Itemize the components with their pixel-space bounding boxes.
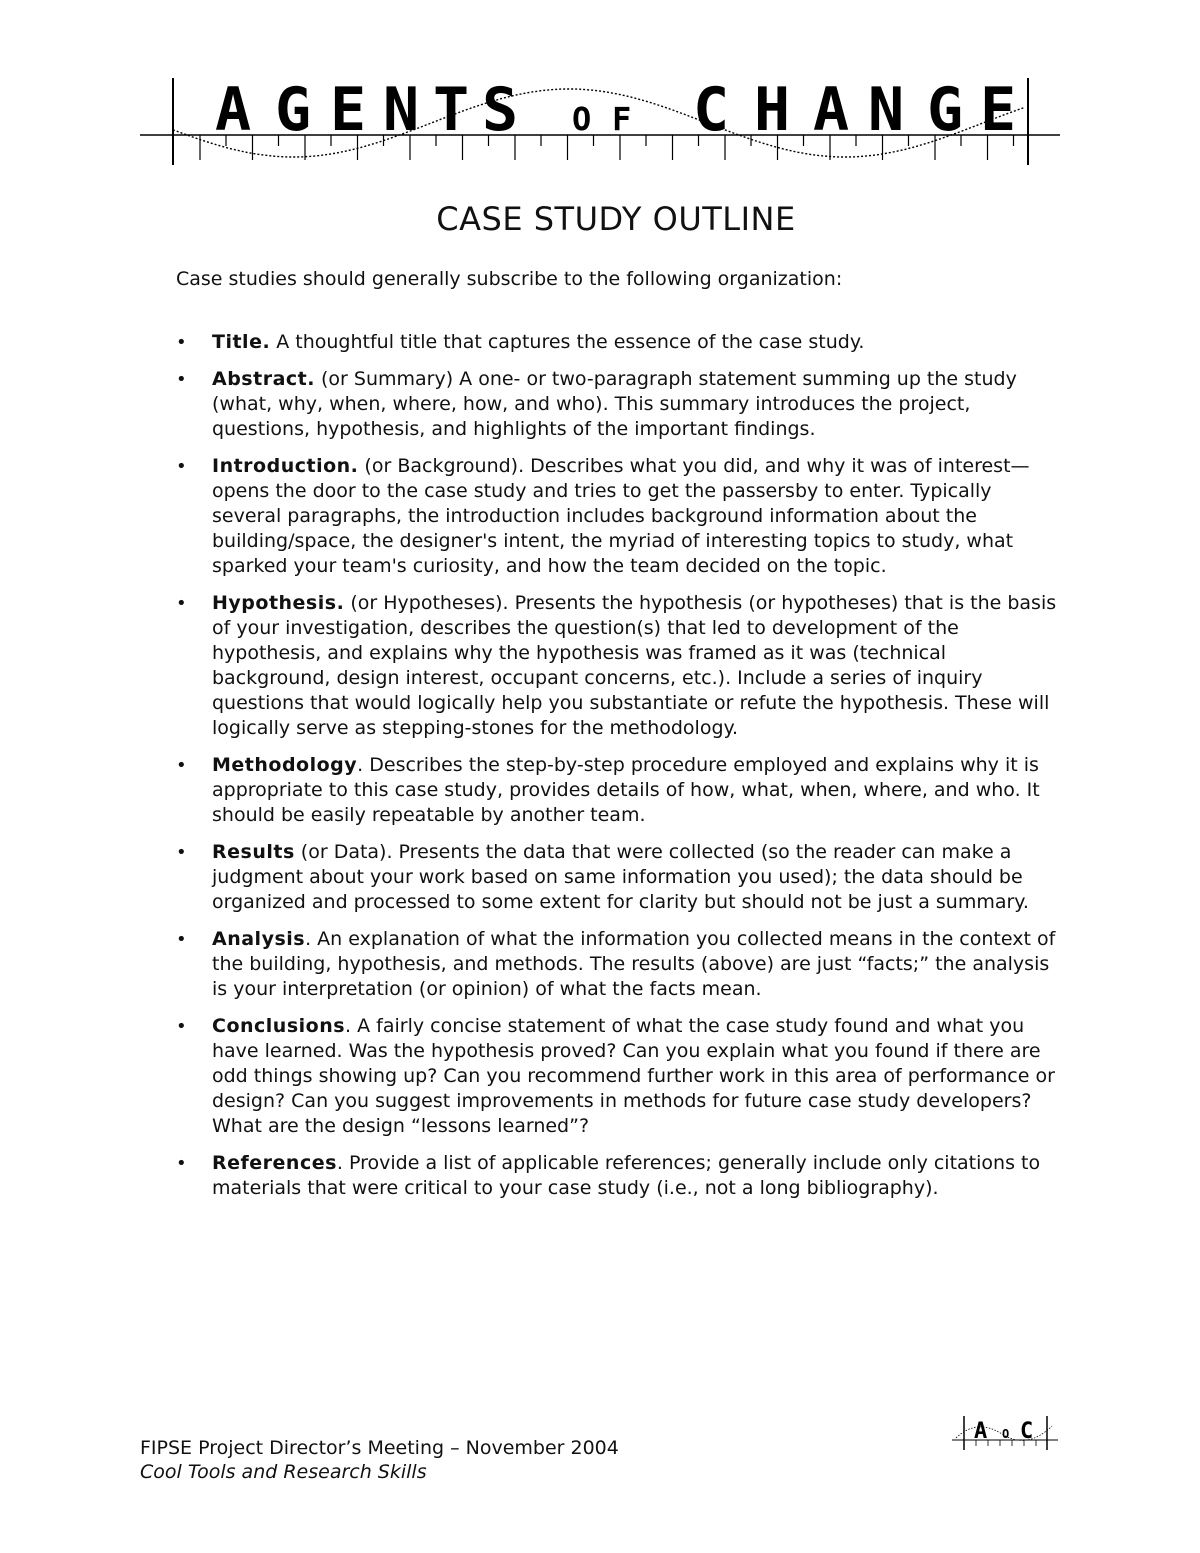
section-term: Abstract. bbox=[212, 368, 315, 390]
bullet: • bbox=[176, 929, 187, 950]
section-term: Methodology bbox=[212, 754, 358, 776]
list-item bbox=[176, 1014, 1066, 1139]
section-term: Analysis bbox=[212, 928, 306, 950]
section-term: Hypothesis. bbox=[212, 592, 345, 614]
section-text: (or Summary) A one- or two-paragraph statement summing up the study (what, why, when, where, how, and who). This summary introduces the project, questions, hypothesis, and highlights of the important findings. bbox=[212, 368, 1017, 440]
logo-letter: S bbox=[482, 75, 519, 145]
section-term: Results bbox=[212, 841, 295, 863]
bullet: • bbox=[176, 369, 187, 390]
section-term: Conclusions bbox=[212, 1015, 346, 1037]
section-text: (or Hypotheses). Presents the hypothesis (or hypotheses) that is the basis of your investigation, describes the question(s) that led to development of the hypothesis, and explains why the hypothesis was framed as it was (technical background, design interest, occupant concerns, etc.). Include a series of inquiry questions that would logically help you substantiate or refute the hypothesis. These will logically serve as stepping-stones for the methodology. bbox=[212, 592, 1057, 739]
logo-letter: O bbox=[572, 100, 592, 138]
logo-letter: E bbox=[980, 75, 1017, 145]
logo-letter: C bbox=[693, 75, 730, 145]
bullet: • bbox=[176, 1153, 187, 1174]
logo-letter: N bbox=[383, 75, 420, 145]
page-title: CASE STUDY OUTLINE bbox=[436, 200, 796, 238]
list-item bbox=[176, 454, 1066, 579]
bullet: • bbox=[176, 332, 187, 353]
logo-letter: C bbox=[1020, 1419, 1034, 1444]
section-list bbox=[176, 330, 1066, 1213]
section-text: . An explanation of what the information you collected means in the context of the building, hypothesis, and methods. The results (above) are just “facts;” the analysis is your interpretation (or opinion) of what the facts mean. bbox=[212, 928, 1056, 1000]
section-text: . Describes the step-by-step procedure employed and explains why it is appropriate to this case study, provides details of how, what, when, where, and who. It should be easily repeatable by another team. bbox=[212, 754, 1040, 826]
list-item bbox=[176, 840, 1066, 915]
list-item bbox=[176, 367, 1066, 442]
list-item bbox=[176, 753, 1066, 828]
logo-letter: N bbox=[868, 75, 905, 145]
logo-letter: E bbox=[330, 75, 367, 145]
logo-letter: O bbox=[1002, 1427, 1010, 1441]
section-term: Title. bbox=[212, 331, 271, 353]
list-item bbox=[176, 1151, 1066, 1201]
section-text: . A fairly concise statement of what the case study found and what you have learned. Was the hypothesis proved? Can you explain what you found if there are odd things showing up? Can you recommend further work in this area of performance or design? Can you suggest improvements in methods for future case study developers? What are the design “lessons learned”? bbox=[212, 1015, 1055, 1137]
section-text: (or Background). Describes what you did, and why it was of interest—opens the door to the case study and tries to get the passersby to enter. Typically several paragraphs, the introduction includes background information about the building/space, the designer's intent, the myriad of interesting topics to study, what sparked your team's curiosity, and how the team decided on the topic. bbox=[212, 455, 1030, 577]
intro-text: Case studies should generally subscribe to the following organization: bbox=[176, 268, 843, 290]
logo-letter: F bbox=[612, 100, 632, 138]
list-item bbox=[176, 330, 1066, 355]
section-text: (or Data). Presents the data that were collected (so the reader can make a judgment about your work based on same information you used); the data should be organized and processed to some extent for clarity but should not be just a summary. bbox=[212, 841, 1029, 913]
footer-meeting: FIPSE Project Director’s Meeting – November 2004 bbox=[140, 1437, 619, 1459]
bullet: • bbox=[176, 456, 187, 477]
logo-letter: A bbox=[974, 1419, 988, 1444]
aoc-small-logo bbox=[952, 1412, 1062, 1452]
logo-letter: A bbox=[813, 75, 850, 145]
list-item bbox=[176, 927, 1066, 1002]
section-term: References bbox=[212, 1152, 337, 1174]
bullet: • bbox=[176, 842, 187, 863]
logo-letter: A bbox=[215, 75, 252, 145]
logo-letter: H bbox=[754, 75, 791, 145]
footer-subtitle: Cool Tools and Research Skills bbox=[140, 1461, 427, 1483]
section-text: A thoughtful title that captures the essence of the case study. bbox=[270, 331, 865, 353]
bullet: • bbox=[176, 755, 187, 776]
logo-letter: T bbox=[433, 75, 470, 145]
section-text: . Provide a list of applicable references; generally include only citations to materials that were critical to your case study (i.e., not a long bibliography). bbox=[212, 1152, 1041, 1199]
bullet: • bbox=[176, 1016, 187, 1037]
section-term: Introduction. bbox=[212, 455, 359, 477]
logo-letter: G bbox=[927, 75, 964, 145]
list-item bbox=[176, 591, 1066, 741]
logo-letter: G bbox=[275, 75, 312, 145]
agents-of-change-logo bbox=[140, 68, 1065, 168]
bullet: • bbox=[176, 593, 187, 614]
